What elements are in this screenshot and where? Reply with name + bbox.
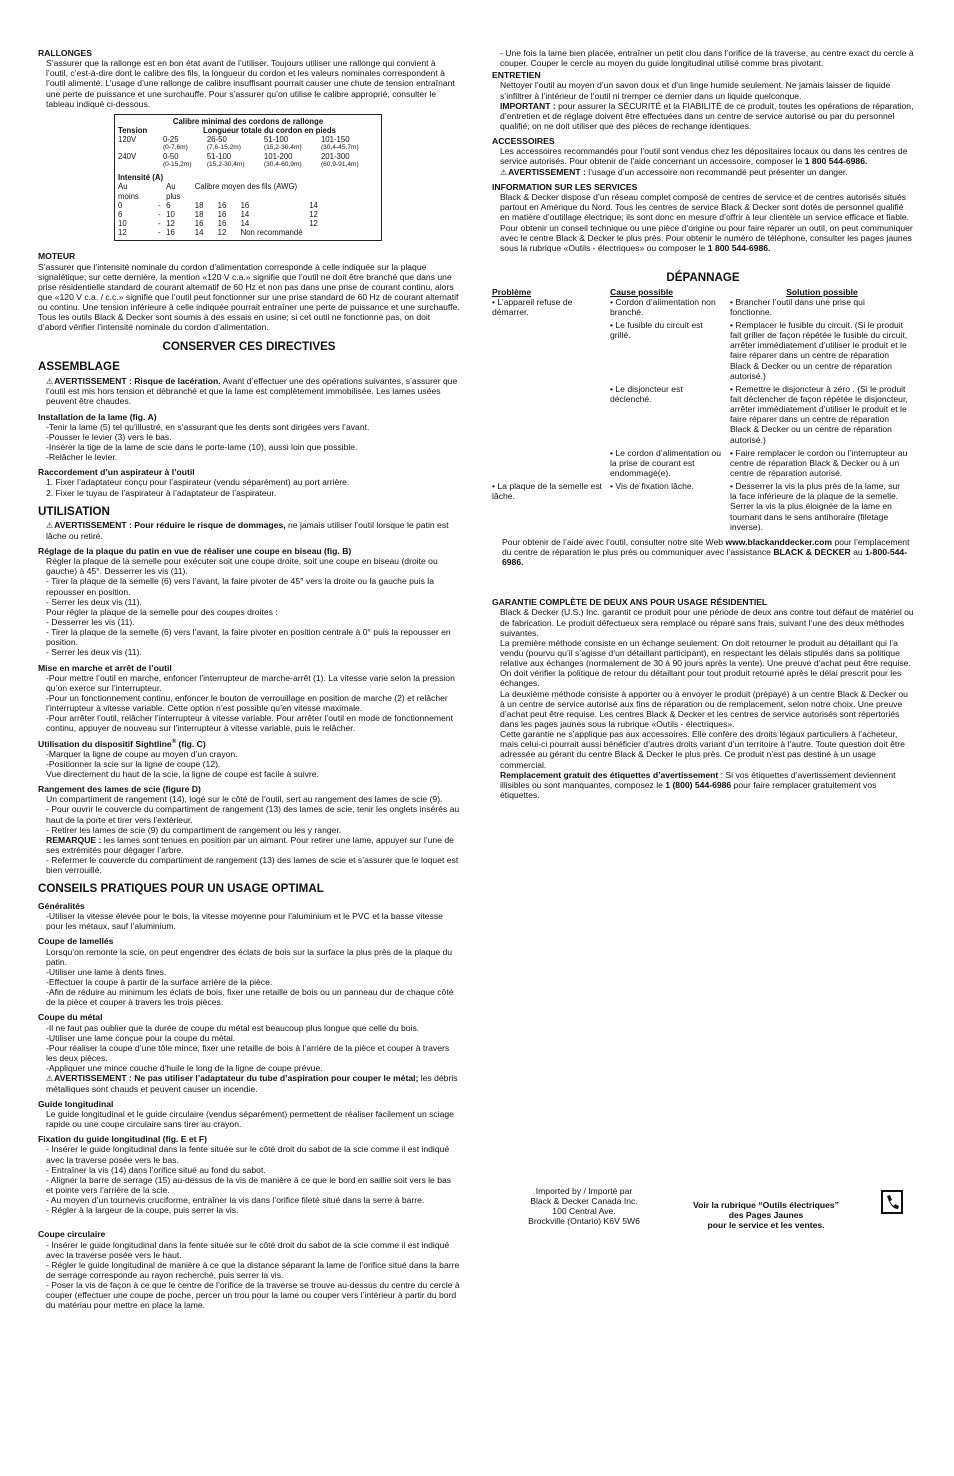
warning-triangle-icon: ⚠ <box>46 376 54 386</box>
cord-cell: 51-100 <box>263 135 289 145</box>
tension-label: Tension <box>118 126 148 136</box>
table-row: • La plaque de la semelle est lâche. • Vis de fixation lâche. • Desserrer la vis la plus près de la lame, sur la face inférieure de la plaque de la semelle. Serrer la vis la plus éloignée de la lame en tournant dans le sens antihoraire (filetage inverse). <box>492 481 901 532</box>
cord-cell: 201-300 <box>320 152 350 162</box>
amp-cell: 14 <box>309 200 318 210</box>
col-header-probleme: Problème <box>492 286 532 297</box>
warning-triangle-icon: ⚠ <box>46 521 54 531</box>
cord-cell: (15,2-30,4m) <box>263 144 302 152</box>
list-item: -Pousser le levier (3) vers le bas. <box>46 431 172 442</box>
list-item: -Pour réaliser la coupe d’une tôle mince, fixer une retaille de bois à l’arrière de la pièce et couper à travers les deux pièces. <box>46 1042 450 1063</box>
plaque-heading: Réglage de la plaque du patin en vue de réaliser une coupe en biseau (fig. B) <box>38 546 352 556</box>
garantie-p4: Cette garantie ne s’applique pas aux accessoires. Elle confère des droits légaux particuliers à l’acheteur, mais celui-ci pourrait aussi bénéficier d’autres droits variant d’un territoire à l’autre. Toute question doit être adressée au gérant du centre Black & Decker le plus près. Ce produit n’est pas destiné à un usage commercial. <box>500 729 905 770</box>
calibre-label: Calibre moyen des fils (AWG) <box>194 182 298 192</box>
col-header-cause: Cause possible <box>610 286 674 297</box>
conseils-heading: CONSEILS PRATIQUES POUR UN USAGE OPTIMAL <box>38 882 324 896</box>
col-header-solution: Solution possible <box>786 286 858 297</box>
amp-cell: 18 <box>194 200 204 210</box>
right-column <box>492 48 914 800</box>
list-item: 1. Fixer l’adaptateur conçu pour l’aspirateur (vendu séparément) au port arrière. <box>46 477 350 488</box>
cord-cell: 101-200 <box>263 152 293 162</box>
warning-triangle-icon: ⚠ <box>500 167 508 177</box>
amp-cell: 12 <box>309 219 318 229</box>
cord-cell: 0-25 <box>162 135 179 145</box>
phone-book-icon <box>881 1190 903 1214</box>
list-item: -Relâcher le levier. <box>46 452 118 463</box>
rangement-heading: Rangement des lames de scie (figure D) <box>38 784 201 795</box>
amp-table-grid: Intensité (A) Au Au Calibre moyen des fils (AWG) moins plus 0 - 6 18 16 16 14 6 - 10 18 16 14 12 10 - 12 16 16 14 12 12 - 16 14 12 Non recommandé <box>118 173 378 237</box>
utilisation-heading: UTILISATION <box>38 504 110 518</box>
list-item: - Retirer les lames de scie (9) du compartiment de rangement ou les y ranger. <box>46 824 342 835</box>
fixation-heading: Fixation du guide longitudinal (fig. E et F) <box>38 1134 207 1145</box>
cord-table-title: Calibre minimal des cordons de rallonge <box>172 116 324 126</box>
list-item: - Régler à la largeur de la coupe, puis serrer la vis. <box>46 1205 239 1216</box>
table-row: • Le cordon d’alimentation ou la prise de courant est endommagé(e). • Faire remplacer le cordon ou l’interrupteur au centre de réparation Black & Decker ou à un centre de réparation autorisé. <box>610 447 908 479</box>
list-item: - Poser la vis de façon à ce que le centre de l’orifice de la traverse se trouve au-dessus du centre du cercle à couper (effectuer une coupe de poche, percer un trou pour la lame ou couper vers l’intérieur à partir du bord du matériau pour mettre en place la lame. <box>46 1280 460 1311</box>
amp-cell: 12 <box>118 228 127 238</box>
aspirateur-heading: Raccordement d’un aspirateur à l’outil <box>38 467 195 478</box>
list-item: -Utiliser une lame à dents fines. <box>46 966 167 977</box>
au-label: Au <box>118 182 128 192</box>
list-item: -Utiliser une lame conçue pour la coupe du métal. <box>46 1032 236 1043</box>
amp-cell: 14 <box>194 228 204 238</box>
importer-address: Imported by / Importé par Black & Decker Canada Inc. 100 Central Ave. Brockville (Ontario) K6V 5W6 <box>528 1186 640 1227</box>
assemblage-heading: ASSEMBLAGE <box>38 360 120 374</box>
yellow-pages-note: Voir la rubrique “Outils électriques” des Pages Jaunes pour le service et les ventes. <box>693 1200 839 1231</box>
list-item: - Aligner la barre de serrage (15) au-dessus de la vis de manière à ce que le bord en saillie soit vers le bas et pointe vers l’arrière de la scie. <box>46 1174 452 1195</box>
circulaire-heading: Coupe circulaire <box>38 1229 106 1240</box>
list-item: Un compartiment de rangement (14), logé sur le côté de l’outil, sert au rangement des lames de scie (9). <box>46 794 443 805</box>
troubleshooting-table <box>492 287 914 535</box>
amp-cell: 6 <box>118 209 123 219</box>
amp-cell: 10 <box>118 219 127 229</box>
plus-label: plus <box>166 191 181 201</box>
cord-cell: 26-50 <box>206 135 227 145</box>
list-item: -Utiliser la vitesse élevée pour le bois, la vitesse moyenne pour l’aluminium et le PVC et la basse vitesse pour les métaux, sauf l’aluminium. <box>46 911 443 932</box>
amp-cell: 16 <box>166 228 175 238</box>
accessoires-text: Les accessoires recommandés pour l’outil sont vendus chez les dépositaires locaux ou dans les centres de service autorisés. Pour obtenir de l’aide concernant un accessoire, composer le 1 800 544-6986. <box>500 146 908 167</box>
amp-cell: 10 <box>166 209 175 219</box>
website-link[interactable]: www.blackanddecker.com <box>725 536 833 547</box>
entretien-text: Nettoyer l’outil au moyen d’un savon doux et d’un linge humide seulement. Ne jamais laisser de liquide s’infiltrer à l’intérieur de l’outil ni tremper ce dernier dans un liquide quelconque. <box>500 80 891 101</box>
list-item: Le guide longitudinal et le guide circulaire (vendus séparément) permettent de réaliser facilement un sciage rapide ou une coupe circulaire sans tirer au crayon. <box>46 1109 454 1130</box>
amp-cell: 16 <box>194 219 204 229</box>
accessoires-warning: ⚠AVERTISSEMENT : l’usage d’un accessoire non recommandé peut présenter un danger. <box>500 166 848 177</box>
list-item: -Appliquer une mince couche d’huile le long de la ligne de coupe prévue. <box>46 1063 323 1074</box>
au-label: Au <box>166 182 176 192</box>
cord-cell: (15,2-30,4m) <box>206 161 245 169</box>
cord-cell: 51-100 <box>206 152 232 162</box>
info-services-heading: INFORMATION SUR LES SERVICES <box>492 181 638 192</box>
list-item: -Pour arrêter l’outil, relâcher l’interrupteur à vitesse variable. Pour arrêter l’outil en mode de fonctionnement continu, appuyer de nouveau sur l’interrupteur à vitesse variable, puis le relâcher. <box>46 713 453 734</box>
list-item: - Insérer le guide longitudinal dans la fente située sur le côté droit du sabot de la scie comme il est indiqué avec la traverse posée vers le bas. <box>46 1144 450 1165</box>
amp-cell: 0 <box>118 200 123 210</box>
cord-cell: 101-150 <box>320 135 350 145</box>
list-item: - Tirer la plaque de la semelle (6) vers l’avant, la faire pivoter de 45° vers la droite ou la gauche puis la repousser en position. <box>46 576 434 597</box>
list-item: Régler la plaque de la semelle pour exécuter soit une coupe droite, soit une coupe en biseau (droite ou gauche) à 45°. Desserrer les vis (11). <box>46 556 438 577</box>
entretien-heading: ENTRETIEN <box>492 70 541 81</box>
amp-cell: Non recommandé <box>240 228 303 238</box>
amp-cell: 12 <box>217 228 227 238</box>
list-item: 2. Fixer le tuyau de l’aspirateur à l’adaptateur de l’aspirateur. <box>46 487 277 498</box>
moteur-text: S’assurer que l’intensité nominale du cordon d’alimentation corresponde à celle indiquée sur la plaque signalétique; sur cette dernière, la mention «120 V c.a.» signifie que l’outil ne doit être branché que dans une prise résidentielle standard de courant alternatif de 60 Hz et non pas dans une prise de courant continu, alors que «120 V c.a. / c.c.» signifie que l’outil peut fonctionner sur une prise standard de 60 Hz de courant alternatif ou continu. Une tension inférieure à celle indiquée pourrait entraîner une perte de puissance et une surchauffe. Tous les outils Black & Decker sont soumis à des essais en usine; si cet outil ne fonctionne pas, on doit d’abord vérifier l’intensité nominale du cordon d’alimentation. <box>38 261 460 333</box>
list-item: - Desserrer les vis (11). <box>46 616 135 627</box>
important-note: IMPORTANT : pour assurer la SÉCURITÉ et la FIABILITÉ de ce produit, toutes les opérations de réparation, d’entretien et de réglage doivent être effectuées dans un centre de service autorisé ou par du personnel qualifié; on ne doit utiliser que des pièces de rechange identiques. <box>500 100 914 131</box>
garantie-heading: GARANTIE COMPLÈTE DE DEUX ANS POUR USAGE RÉSIDENTIEL <box>492 597 768 608</box>
left-column <box>38 48 460 1311</box>
cord-cell: 240V <box>118 152 137 162</box>
guide-heading: Guide longitudinal <box>38 1098 114 1109</box>
cord-cell: (0-15,2m) <box>162 161 192 169</box>
list-item: Vue directement du haut de la scie, la ligne de coupe est facile à suivre. <box>46 768 319 779</box>
moins-label: moins <box>118 191 139 201</box>
amp-cell: 16 <box>217 209 227 219</box>
accessoires-heading: ACCESSOIRES <box>492 136 555 147</box>
remarque-note: REMARQUE : les lames sont tenues en position par un aimant. Pour retirer une lame, appuyer sur l’une de ses extrémités pour dégager l’arbre. <box>46 834 454 855</box>
cord-cell: 0-50 <box>162 152 179 162</box>
list-item: -Afin de réduire au minimum les éclats de bois, fixer une retaille de bois ou un panneau dur de chaque côté de la pièce et couper à travers les trois pièces. <box>46 987 454 1008</box>
list-item: - Pour ouvrir le couvercle du compartiment de rangement (13) des lames de scie, tenir les onglets insérés au haut de la porte et tirer vers l’extérieur. <box>46 804 460 825</box>
list-item: - Insérer le guide longitudinal dans la fente située sur le côté droit du sabot de la scie comme il est indiqué avec la traverse posée vers le haut. <box>46 1239 450 1260</box>
cord-cell: 120V <box>118 135 137 145</box>
table-row: • Le disjoncteur est déclenché. • Remettre le disjoncteur à zéro . (Si le produit fait déclencher de façon répétée le disjoncteur, arrêter immédiatement d’utiliser le produit et le faire réparer dans un centre de réparation Black & Decker ou un centre de réparation autorisé.) <box>610 383 908 445</box>
circulaire-continued: - Une fois la lame bien placée, entraîner un petit clou dans l’orifice de la traverse, au centre exact du cercle à couper. Couper le cercle au moyen du guide longitudinal utilisé comme bras pivotant. <box>500 48 914 69</box>
marche-heading: Mise en marche et arrêt de l’outil <box>38 662 172 673</box>
amp-cell: 16 <box>217 219 227 229</box>
garantie-p1: Black & Decker (U.S.) Inc. garantit ce produit pour une période de deux ans contre tout défaut de matériel ou de fabrication. Le produit défectueux sera remplacé ou réparé sans frais, suivant l’une des deux méthodes suivantes. <box>500 607 914 638</box>
intensity-label: Intensité (A) <box>118 173 164 183</box>
cord-cell: (60,9-91,4m) <box>320 161 359 169</box>
cord-cell: (0-7,6m) <box>162 144 188 152</box>
list-item: - Tirer la plaque de la semelle (6) vers l’avant, la faire pivoter en position centrale à 0° puis la repousser en position. <box>46 627 451 648</box>
conserver-heading: CONSERVER CES DIRECTIVES <box>162 339 336 353</box>
length-label: Longueur totale du cordon en pieds <box>202 126 336 136</box>
amp-cell: 16 <box>217 200 227 210</box>
cord-table-grid <box>118 126 378 169</box>
garantie-p2: La première méthode consiste en un échange seulement. On doit retourner le produit au détaillant qui l’a vendu (pourvu qu’il s’agisse d’un détaillant participant), en respectant les délais stipulés dans sa politique relative aux échanges (normalement de 30 à 90 jours après la vente). Une preuve d’achat peut être requise. On doit vérifier la politique de retour du détaillant pour tout produit retourné après le délai prescrit pour les échanges. <box>500 637 911 689</box>
amp-cell: 18 <box>194 209 204 219</box>
amp-cell: 16 <box>240 200 250 210</box>
list-item: Lorsqu’on remonte la scie, on peut engendrer des éclats de bois sur la surface la plus près de la plaque du patin. <box>46 946 453 967</box>
amp-cell: 12 <box>166 219 175 229</box>
moteur-heading: MOTEUR <box>38 251 76 262</box>
table-row: • L’appareil refuse de démarrer. • Cordon d’alimentation non branché. • Brancher l’outil dans une prise qui fonctionne. <box>492 296 865 317</box>
list-item: - Régler le guide longitudinal de manière à ce que la distance séparant la lame de l’orifice situé dans la barre de serrage corresponde au rayon recherché, puis serrer la vis. <box>46 1259 460 1280</box>
sightline-heading: Utilisation du dispositif Sightline® (fig. C) <box>38 738 206 749</box>
web-help-text: Pour obtenir de l’aide avec l’outil, consulter notre site Web www.blackanddecker.com pour l’emplacement du centre de réparation le plus près ou communiquer avec l’assistance BLACK & DECKER au 1-800-544-6986. <box>502 536 910 568</box>
info-services-text: Black & Decker dispose d’un réseau complet composé de centres de service et de centres autorisés situés partout en Amérique du Nord. Tous les centres de service Black & Decker sont dotés de personnel qualifié en matière d’outillage électrique; ils sont donc en mesure d’offrir à leur clientèle un service efficace et fiable. Pour obtenir un conseil technique ou une pièce d’origine ou pour faire réparer un outil, on peut communiquer avec le centre Black & Decker le plus près. Pour obtenir le numéro de téléphone, consulter les pages jaunes sous la rubrique «Outils - électriques» ou composer le 1 800 544-6986. <box>500 192 913 253</box>
list-item: Pour régler la plaque de la semelle pour des coupes droites : <box>46 606 278 617</box>
list-item: -Effectuer la coupe à partir de la surface arrière de la pièce. <box>46 977 273 988</box>
rallonges-text: S’assurer que la rallonge est en bon état avant de l’utiliser. Toujours utiliser une rallonge qui convient à l’outil, c’est-à-dire dont le calibre des fils, la longueur du cordon et les valeurs nominales correspondent à l’outil alimenté. L’usage d’une rallonge de calibre insuffisant pourrait causer une chute de tension entraînant une perte de puissance et une surchauffe. Pour s’assurer qu’on utilise le calibre approprié, consulter le tableau indiqué ci-dessous. <box>46 58 455 109</box>
metal-heading: Coupe du métal <box>38 1012 103 1023</box>
depannage-heading: DÉPANNAGE <box>666 270 740 284</box>
utilisation-warning: ⚠AVERTISSEMENT : Pour réduire le risque de dommages, ne jamais utiliser l’outil lorsque le patin est lâche ou retiré. <box>46 520 449 541</box>
cord-cell: (7,6-15,2m) <box>206 144 241 152</box>
amp-cell: 6 <box>166 200 171 210</box>
list-item: - Refermer le couvercle du compartiment de rangement (13) des lames de scie et s’assurer que le loquet est bien verrouillé. <box>46 855 459 876</box>
lame-heading: Installation de la lame (fig. A) <box>38 411 157 422</box>
assemblage-warning: ⚠AVERTISSEMENT : Risque de lacération. Avant d’effectuer une des opérations suivantes, s’assurer que l’outil est mis hors tension et débranché et que la lame est complètement immobilisée. Les lames usées peuvent être chaudes. <box>46 375 458 407</box>
cord-cell: (30,4-60,9m) <box>263 161 302 169</box>
list-item: - Au moyen d’un tournevis cruciforme, entraîner la vis dans l’orifice fileté situé dans la serre à barre. <box>46 1195 425 1206</box>
amp-cell: 14 <box>240 219 250 229</box>
list-item: -Il ne faut pas oublier que la durée de coupe du métal est beaucoup plus longue que celle du bois. <box>46 1022 420 1033</box>
list-item: - Entraîner la vis (14) dans l’orifice situé au fond du sabot. <box>46 1164 266 1175</box>
list-item: -Pour mettre l’outil en marche, enfoncer l’interrupteur de marche-arrêt (1). La vitesse varie selon la pression qu’on exerce sur l’interrupteur. <box>46 672 455 693</box>
garantie-p3: La deuxième méthode consiste à apporter ou à envoyer le produit (prépayé) à un centre Black & Decker ou à un centre de service autorisé aux fins de réparation ou de remplacement, selon notre choix. Une preuve d’achat peut être requise. Les centres Black & Decker et les centres de service autorisés sont répertoriés dans les pages jaunes sous la rubrique «Outils - électriques». <box>500 688 908 729</box>
lamelles-heading: Coupe de lamellés <box>38 936 114 947</box>
list-item: -Pour un fonctionnement continu, enfoncer le bouton de verrouillage en position de marche (2) et relâcher l’interrupteur à vitesse variable. Cette option n’est possible qu’en vitesse maximale. <box>46 692 448 714</box>
list-item: -Tenir la lame (5) tel qu’illustré, en s’assurant que les dents sont dirigées vers l’avant. <box>46 421 370 432</box>
list-item: - Serrer les deux vis (11). <box>46 647 142 658</box>
cord-gauge-table <box>114 114 382 242</box>
amp-cell: 12 <box>309 209 318 219</box>
list-item: -Positionner la scie sur la ligne de coupe (12). <box>46 758 221 769</box>
warning-triangle-icon: ⚠ <box>46 1074 54 1084</box>
table-row: • Le fusible du circuit est grillé. • Remplacer le fusible du circuit. (Si le produit fait griller de façon répétée le fusible du circuit, arrêter immédiatement d’utiliser le produit et le faire réparer dans un centre de réparation Black & Decker ou un centre de réparation autorisé.) <box>610 320 908 381</box>
generalites-heading: Généralités <box>38 901 85 912</box>
cord-cell: (30,4-45,7m) <box>320 144 359 152</box>
amp-cell: 14 <box>240 209 250 219</box>
list-item: -Insérer la tige de la lame de scie dans le porte-lame (10), aussi loin que possible. <box>46 442 358 453</box>
list-item: - Serrer les deux vis (11). <box>46 596 142 607</box>
list-item: -Marquer la ligne de coupe au moyen d’un crayon. <box>46 748 238 759</box>
rallonges-heading: RALLONGES <box>38 48 92 58</box>
remplacement-note: Remplacement gratuit des étiquettes d’avertissement : Si vos étiquettes d’avertissement deviennent illisibles ou sont manquantes, composez le 1 (800) 544-6986 pour faire remplacer gratuitement vos étiquettes. <box>500 769 896 800</box>
metal-warning: ⚠AVERTISSEMENT : Ne pas utiliser l’adaptateur du tube d’aspiration pour couper le métal; les débris métalliques sont chauds et peuvent causer un incendie. <box>46 1073 458 1094</box>
phone-book-glyph <box>883 1192 901 1212</box>
